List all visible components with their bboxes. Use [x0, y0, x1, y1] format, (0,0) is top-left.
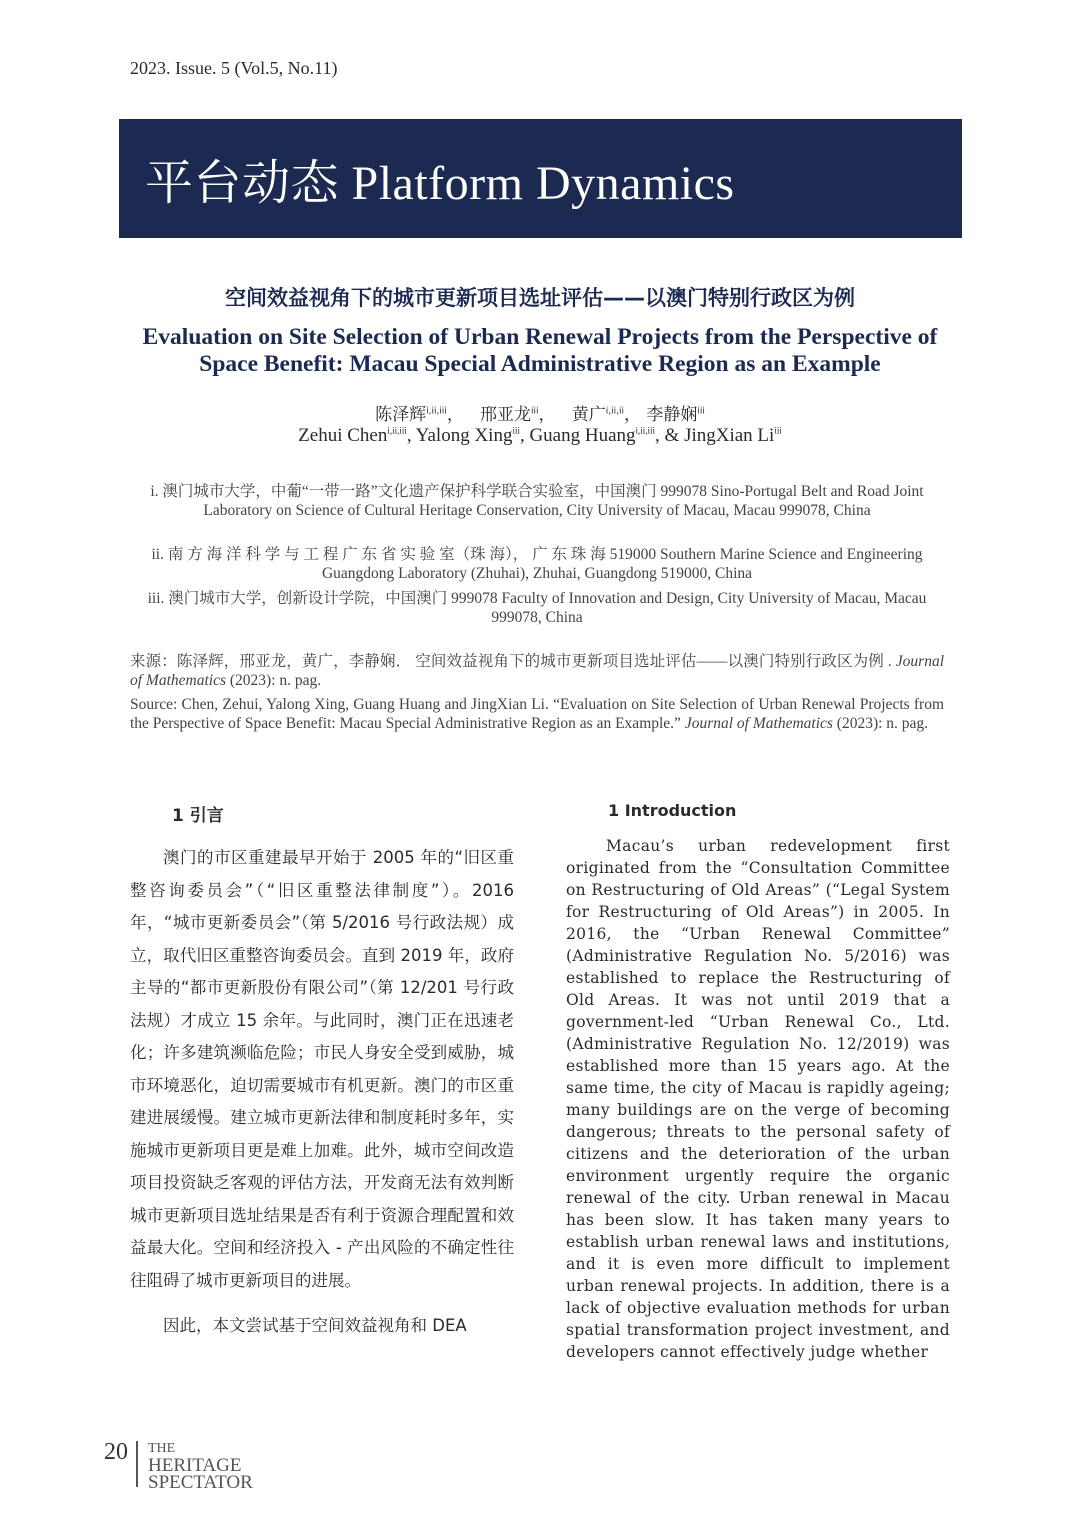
author-separator: ，: [446, 405, 464, 425]
section-banner: [119, 119, 962, 238]
author-separator: ,: [406, 425, 416, 446]
author-name: Zehui Chen: [298, 425, 388, 446]
section-heading-zh: 1 引言: [172, 806, 224, 826]
page-number: 20: [104, 1439, 128, 1465]
citation-text: Source: Chen, Zehui, Yalong Xing, Guang Huang and JingXian Li. “Evaluation on Site Selection of Urban Renewal Projects from the Perspective of Space Benefit: Macau Special Administrative Region as an Example.”: [130, 696, 944, 732]
article-title-en: [80, 324, 1000, 378]
footer-divider: [136, 1441, 138, 1487]
author-separator: ，: [538, 405, 556, 425]
author-separator: ，: [624, 405, 641, 425]
affiliation-i: i. 澳门城市大学，中葡“一带一路”文化遗产保护科学联合实验室，中国澳门 999078 Sino-Portugal Belt and Road Joint Laboratory on Science of Cultural Heritage Conservation, City University of Macau, Macau 999078, China: [150, 483, 924, 519]
author-affiliation-mark: i,ii,ii: [605, 406, 624, 417]
journal-logo: [148, 1441, 253, 1491]
section-banner-title: 平台动态 Platform Dynamics: [145, 157, 735, 210]
paragraph: Macau’s urban redevelopment first originated from the “Consultation Committee on Restructuring of Old Areas” (“Legal System for Restructuring of Old Areas”) in 2005. In 2016, the “Urban Renewal Committee” (Administrative Regulation No. 5/2016) was established to replace the Restructuring of Old Areas. It was not until 2019 that a government-led “Urban Renewal Co., Ltd. (Administrative Regulation No. 12/2019) was established more than 15 years ago. At the same time, the city of Macau is rapidly ageing; many buildings are on the verge of becoming dangerous; threats to the personal safety of citizens and the deterioration of the urban environment urgently require the organic renewal of the city. Urban renewal in Macau has been slow. It has taken many years to establish urban renewal laws and institutions, and it is even more difficult to implement urban renewal projects. In addition, there is a lack of objective evaluation methods for urban spatial transformation project investment, and developers cannot effectively judge whether: [566, 837, 950, 1361]
authors-zh: [80, 400, 1000, 425]
author-name: 陈泽辉: [375, 405, 427, 425]
author-affiliation-mark: iii: [697, 406, 705, 417]
author-separator: ,: [519, 425, 530, 446]
authors-en: [80, 425, 1000, 447]
citation-journal: Journal of Mathematics: [130, 653, 944, 689]
author-name: Yalong Xing: [415, 425, 513, 446]
author-affiliation-mark: i,ii,iii: [387, 425, 407, 436]
logo-line: THE: [148, 1441, 176, 1456]
author-name: JingXian Li: [684, 425, 775, 446]
body-column-en: [566, 835, 950, 1363]
logo-line: SPECTATOR: [148, 1472, 253, 1493]
author-affiliation-mark: iii: [512, 425, 520, 436]
citation-journal: Journal of Mathematics: [684, 715, 833, 732]
issue-label: 2023. Issue. 5 (Vol.5, No.11): [130, 58, 338, 78]
paragraph: 因此，本文尝试基于空间效益视角和 DEA: [163, 1316, 467, 1335]
affiliation-ii: ii. 南 方 海 洋 科 学 与 工 程 广 东 省 实 验 室（珠 海）， 广 东 珠 海 519000 Southern Marine Science and Engineering Guangdong Laboratory (Zhuhai), Zhuhai, Guangdong 519000, China: [151, 546, 923, 582]
paragraph: 澳门的市区重建最早开始于 2005 年的“旧区重整咨询委员会”（“旧区重整法律制度”）。2016 年，“城市更新委员会”（第 5/2016 号行政法规）成立，取代旧区重整咨询委员会。直到 2019 年，政府主导的“都市更新股份有限公司”（第 12/201 号行政法规）才成立 15 余年。与此同时，澳门正在迅速老化；许多建筑濒临危险；市民人身安全受到威胁，城市环境恶化，迫切需要城市有机更新。澳门的市区重建进展缓慢。建立城市更新法律和制度耗时多年，实施城市更新项目更是难上加难。此外，城市空间改造项目投资缺乏客观的评估方法，开发商无法有效判断城市更新项目选址结果是否有利于资源合理配置和效益最大化。空间和经济投入 - 产出风险的不确定性往往阻碍了城市更新项目的进展。: [130, 848, 514, 1290]
article-title-en-line1: Evaluation on Site Selection of Urban Renewal Projects from the Perspective of: [142, 324, 938, 350]
citation-text: (2023): n. pag.: [226, 672, 322, 689]
author-name: Guang Huang: [529, 425, 636, 446]
author-affiliation-mark: iii: [531, 406, 539, 417]
logo-line: HERITAGE: [148, 1455, 242, 1476]
citation-text: (2023): n. pag.: [832, 715, 929, 732]
section-heading-en: 1 Introduction: [608, 801, 737, 820]
author-name: 李静娴: [646, 405, 698, 425]
article-title-en-line2: Space Benefit: Macau Special Administrative Region as an Example: [199, 351, 881, 377]
author-affiliation-mark: i,ii,iii: [635, 425, 656, 436]
citation-text: 来源：陈泽辉，邢亚龙，黄广，李静娴． 空间效益视角下的城市更新项目选址评估——以澳门特别行政区为例 .: [130, 653, 896, 670]
author-name: 黄广: [571, 405, 606, 425]
citation-en: [130, 695, 944, 733]
citation-zh: [130, 652, 944, 690]
affiliation-iii: iii. 澳门城市大学，创新设计学院，中国澳门 999078 Faculty of Innovation and Design, City University of Macau, Macau 999078, China: [147, 590, 927, 626]
article-title-zh: 空间效益视角下的城市更新项目选址评估——以澳门特别行政区为例: [225, 286, 855, 310]
author-affiliation-mark: iii: [774, 425, 782, 436]
author-affiliation-mark: i,ii,iii: [426, 406, 447, 417]
author-name: 邢亚龙: [480, 405, 532, 425]
body-column-zh: [130, 842, 514, 1343]
author-separator: , &: [655, 425, 685, 446]
